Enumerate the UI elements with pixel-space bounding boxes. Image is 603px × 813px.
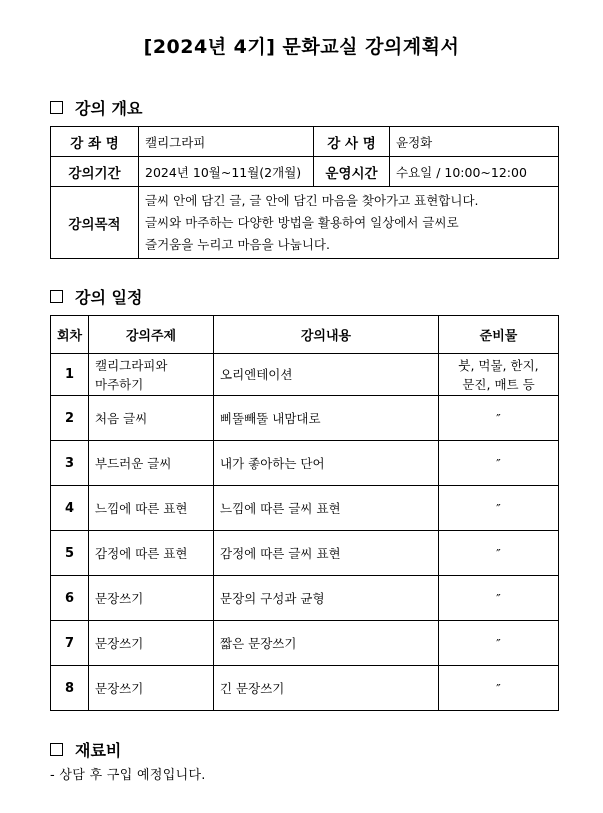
materials-cell	[439, 576, 559, 621]
topic-cell-line: 문장쓰기	[95, 590, 144, 606]
materials-cell-line: ″	[496, 410, 501, 426]
section-heading-material-label: 재료비	[75, 741, 122, 760]
materials-cell-line: ″	[496, 635, 501, 651]
course-value: 캘리그라피	[139, 127, 314, 157]
table-row	[51, 441, 559, 486]
content-cell: 긴 문장쓰기	[214, 666, 439, 711]
purpose-line: 글씨와 마주하는 다양한 방법을 활용하여 일상에서 글씨로	[145, 214, 459, 230]
instructor-label: 강 사 명	[314, 127, 390, 157]
schedule-header-row	[51, 316, 559, 354]
topic-cell-line: 감정에 따른 표현	[95, 545, 188, 561]
section-heading-overview	[50, 96, 142, 119]
materials-cell-line: ″	[496, 545, 501, 561]
topic-cell	[89, 396, 214, 441]
table-row	[51, 486, 559, 531]
topic-cell	[89, 531, 214, 576]
materials-cell-line: ″	[496, 590, 501, 606]
section-heading-overview-label: 강의 개요	[75, 99, 143, 118]
topic-cell-line: 부드러운 글씨	[95, 455, 172, 471]
purpose-line: 즐거움을 누리고 마음을 나눕니다.	[145, 236, 330, 252]
materials-cell-line: ″	[496, 455, 501, 471]
content-cell: 감정에 따른 글씨 표현	[214, 531, 439, 576]
topic-cell	[89, 576, 214, 621]
section-heading-material	[50, 738, 121, 761]
topic-cell-line: 느낌에 따른 표현	[95, 500, 188, 516]
header-materials: 준비물	[439, 316, 559, 354]
topic-cell-line: 문장쓰기	[95, 680, 144, 696]
content-cell: 짧은 문장쓰기	[214, 621, 439, 666]
round-number: 6	[51, 576, 89, 621]
materials-cell-line: ″	[496, 680, 501, 696]
checkbox-icon	[50, 743, 63, 756]
time-value: 수요일 / 10:00~12:00	[390, 157, 559, 187]
topic-cell	[89, 621, 214, 666]
table-row	[51, 354, 559, 396]
materials-cell-line: 문진, 매트 등	[462, 376, 535, 392]
round-number: 7	[51, 621, 89, 666]
content-cell: 삐뚤빼뚤 내맘대로	[214, 396, 439, 441]
materials-cell	[439, 396, 559, 441]
period-label: 강의기간	[51, 157, 139, 187]
topic-cell	[89, 666, 214, 711]
materials-cell	[439, 621, 559, 666]
table-row	[51, 531, 559, 576]
schedule-table	[50, 315, 559, 711]
material-note: - 상담 후 구입 예정입니다.	[50, 768, 206, 783]
time-label: 운영시간	[314, 157, 390, 187]
checkbox-icon	[50, 290, 63, 303]
materials-cell	[439, 486, 559, 531]
topic-cell-line: 처음 글씨	[95, 410, 148, 426]
purpose-line: 글씨 안에 담긴 글, 글 안에 담긴 마음을 찾아가고 표현합니다.	[145, 192, 479, 208]
checkbox-icon	[50, 101, 63, 114]
period-value: 2024년 10월~11월(2개월)	[139, 157, 314, 187]
table-row	[51, 666, 559, 711]
content-cell: 문장의 구성과 균형	[214, 576, 439, 621]
purpose-label: 강의목적	[51, 187, 139, 259]
table-row	[51, 621, 559, 666]
section-heading-schedule	[50, 285, 142, 308]
topic-cell	[89, 354, 214, 396]
materials-cell	[439, 441, 559, 486]
content-cell: 내가 좋아하는 단어	[214, 441, 439, 486]
purpose-value	[139, 187, 559, 259]
topic-cell	[89, 441, 214, 486]
round-number: 3	[51, 441, 89, 486]
topic-cell-line: 캘리그라피와	[95, 357, 168, 373]
course-label: 강 좌 명	[51, 127, 139, 157]
section-heading-schedule-label: 강의 일정	[75, 288, 143, 307]
page-title: [2024년 4기] 문화교실 강의계획서	[143, 36, 460, 58]
topic-cell-line: 마주하기	[95, 376, 144, 392]
round-number: 2	[51, 396, 89, 441]
round-number: 5	[51, 531, 89, 576]
round-number: 4	[51, 486, 89, 531]
content-cell: 느낌에 따른 글씨 표현	[214, 486, 439, 531]
materials-cell-line: ″	[496, 500, 501, 516]
materials-cell-line: 붓, 먹물, 한지,	[458, 357, 539, 373]
overview-table	[50, 126, 559, 259]
round-number: 1	[51, 354, 89, 396]
topic-cell-line: 문장쓰기	[95, 635, 144, 651]
round-number: 8	[51, 666, 89, 711]
materials-cell	[439, 666, 559, 711]
table-row	[51, 576, 559, 621]
instructor-value: 윤정화	[390, 127, 559, 157]
topic-cell	[89, 486, 214, 531]
header-topic: 강의주제	[89, 316, 214, 354]
header-round: 회차	[51, 316, 89, 354]
content-cell: 오리엔테이션	[214, 354, 439, 396]
materials-cell	[439, 531, 559, 576]
header-content: 강의내용	[214, 316, 439, 354]
materials-cell	[439, 354, 559, 396]
table-row	[51, 396, 559, 441]
